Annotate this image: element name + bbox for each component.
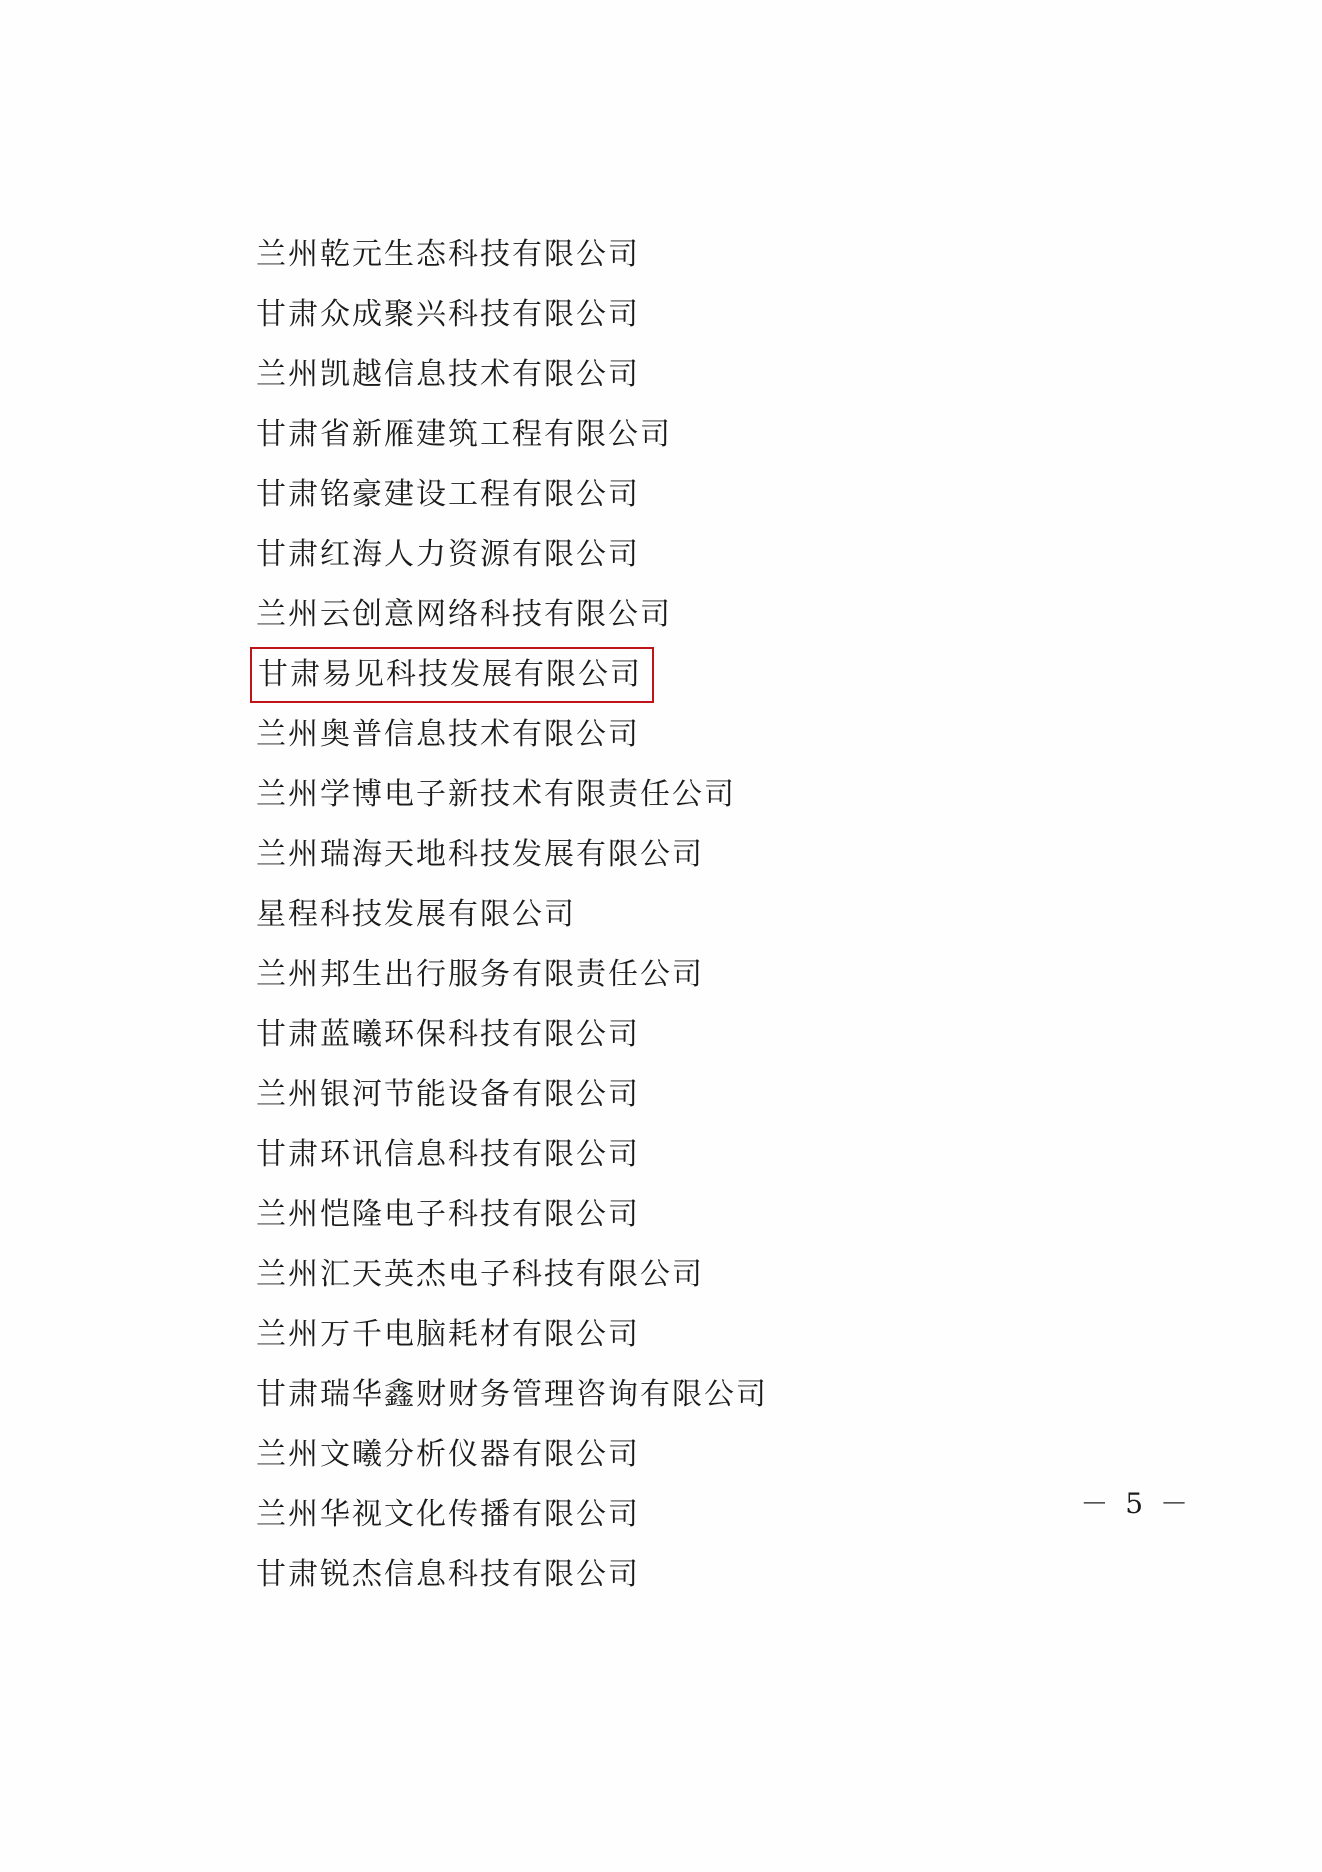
list-item: 兰州云创意网络科技有限公司 (256, 597, 672, 632)
list-item: 兰州万千电脑耗材有限公司 (256, 1317, 640, 1352)
list-item: 甘肃省新雁建筑工程有限公司 (256, 417, 672, 452)
list-item: 兰州邦生出行服务有限责任公司 (256, 957, 704, 992)
highlighted-company-name: 甘肃易见科技发展有限公司 (250, 647, 654, 703)
list-item: 兰州学博电子新技术有限责任公司 (256, 777, 736, 812)
list-item: 兰州凯越信息技术有限公司 (256, 357, 640, 392)
list-item: 甘肃红海人力资源有限公司 (256, 537, 640, 572)
list-item (250, 645, 1150, 705)
list-item: 兰州汇天英杰电子科技有限公司 (256, 1257, 704, 1292)
list-item: 甘肃蓝曦环保科技有限公司 (256, 1017, 640, 1052)
list-item: 兰州奥普信息技术有限公司 (256, 717, 640, 752)
list-item: 甘肃锐杰信息科技有限公司 (256, 1557, 640, 1592)
list-item: 兰州华视文化传播有限公司 (256, 1497, 640, 1532)
page-number: － 5 － (1080, 1487, 1192, 1520)
list-item: 兰州恺隆电子科技有限公司 (256, 1197, 640, 1232)
list-item: 甘肃环讯信息科技有限公司 (256, 1137, 640, 1172)
list-item: 甘肃铭豪建设工程有限公司 (256, 477, 640, 512)
list-item: 甘肃瑞华鑫财财务管理咨询有限公司 (256, 1377, 768, 1412)
list-item: 星程科技发展有限公司 (256, 897, 576, 932)
list-item: 兰州瑞海天地科技发展有限公司 (256, 837, 704, 872)
list-item: 甘肃众成聚兴科技有限公司 (256, 297, 640, 332)
list-item: 兰州银河节能设备有限公司 (256, 1077, 640, 1112)
company-list (250, 225, 1150, 1605)
list-item: 兰州乾元生态科技有限公司 (256, 237, 640, 272)
list-item: 兰州文曦分析仪器有限公司 (256, 1437, 640, 1472)
